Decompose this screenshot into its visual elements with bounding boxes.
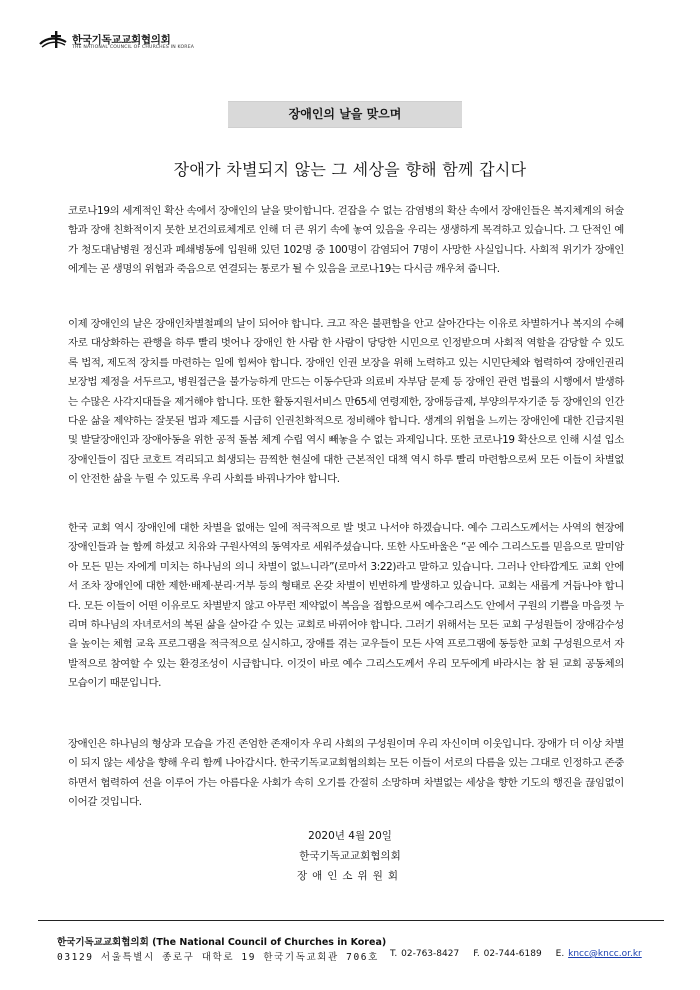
occasion-banner-text: 장애인의 날을 맞으며 (288, 107, 402, 121)
footer-email-label: E. (555, 949, 565, 959)
signoff-date: 2020년 4월 20일 (308, 830, 392, 842)
paragraph-2: 이제 장애인의 날은 장애인차별철폐의 날이 되어야 합니다. 크고 작은 불편함을 안고 살아간다는 이유로 차별하거나 복지의 수혜자로 대상화하는 관행을 하루 빨리 벗어나 장애인 한 사람 한 사람이 당당한 시민으로 인정받으며 사회적 역할을 감당할 수 있도록 법적, 제도적 장치를 마련하는 일에 힘써야 합니다. 장애인 인권 보장을 위해 노력하고 있는 시민단체와 협력하여 장애인권리보장법 제정을 서두르고, 병원접근을 불가능하게 만드는 이동수단과 의료비 자부담 문제 등 장애인 관련 법률의 시행에서 발생하는 수많은 사각지대들을 제거해야 합니다. 또한 활동지원서비스 만65세 연령제한, 장애등급제, 부양의무자기준 등 장애인의 인간다운 삶을 제약하는 잘못된 법과 제도를 시급히 인권친화적으로 정비해야 합니다. 생계의 위협을 느끼는 장애인에 대한 긴급지원 및 발달장애인과 장애아동을 위한 공적 돌봄 체계 수립 역시 빼놓을 수 없는 과제입니다. 또한 코로나19 확산으로 인해 시설 입소 장애인들이 집단 코호트 격리되고 희생되는 끔찍한 현실에 대한 근본적인 대책 역시 하루 빨리 마련함으로써 모든 이들이 차별없이 안전한 삶을 누릴 수 있도록 우리 사회를 바꿔나가야 합니다. (68, 318, 624, 486)
paragraph-1: 코로나19의 세계적인 확산 속에서 장애인의 날을 맞이합니다. 걷잡을 수 없는 감염병의 확산 속에서 장애인들은 복지체계의 허술함과 장애 친화적이지 못한 보건의료체계로 인해 더 큰 위기 속에 놓여 있음을 우리는 생생하게 목격하고 있습니다. 그 단적인 예가 청도대남병원 정신과 폐쇄병동에 입원해 있던 102명 중 100명이 감염되어 7명이 사망한 사실입니다. 사회적 위기가 장애인에게는 곧 생명의 위협과 죽음으로 연결되는 통로가 될 수 있음을 코로나19는 다시금 깨우쳐 줍니다. (68, 205, 624, 276)
signoff-committee: 장애인소위원회 (296, 870, 403, 882)
footer-tel: T. 02-763-8427 (390, 949, 460, 959)
header-logo (38, 28, 238, 54)
footer-divider (38, 920, 664, 921)
footer-address: 03129 서울특별시 종로구 대학로 19 한국기독교회관 706호 (57, 952, 379, 963)
footer-fax: F. 02-744-6189 (473, 949, 542, 959)
logo-org-name-en: THE NATIONAL COUNCIL OF CHURCHES IN KOREA (72, 45, 195, 50)
footer-contact (390, 949, 642, 959)
logo-org-name-kr: 한국기독교교회협의회 (72, 34, 171, 46)
paragraph-3: 한국 교회 역시 장애인에 대한 차별을 없애는 일에 적극적으로 발 벗고 나서야 하겠습니다. 예수 그리스도께서는 사역의 현장에 장애인들과 늘 함께 하셨고 치유와 구원사역의 동역자로 세워주셨습니다. 또한 사도바울은 “곧 예수 그리스도를 믿음으로 말미암아 모든 믿는 자에게 미치는 하나님의 의니 차별이 없느니라”(로마서 3:22)라고 말하고 있습니다. 그러나 안타깝게도 교회 안에서 조차 장애인에 대한 제한·배제·분리·거부 등의 형태로 온갖 차별이 빈번하게 발생하고 있습니다. 교회는 새롭게 거듭나야 합니다. 모든 이들이 어떤 이유로도 차별받지 않고 아무런 제약없이 복음을 접함으로써 예수그리스도 안에서 구원의 기쁨을 마음껏 누리며 하나님의 자녀로서의 복된 삶을 살아갈 수 있는 교회로 바뀌어야 합니다. 그러기 위해서는 모든 교회 구성원들이 장애감수성을 높이는 체험 교육 프로그램을 적극적으로 실시하고, 장애를 겪는 교우들이 모든 사역 프로그램에 동등한 교회 구성원으로서 자발적으로 참여할 수 있는 환경조성이 시급합니다. 이것이 바로 예수 그리스도께서 우리 모두에게 바라시는 참 된 교회 공동체의 모습이기 때문입니다. (68, 522, 624, 690)
footer-email-link[interactable]: kncc@kncc.or.kr (568, 949, 642, 959)
paragraph-4: 장애인은 하나님의 형상과 모습을 가진 존엄한 존재이자 우리 사회의 구성원이며 우리 자신이며 이웃입니다. 장애가 더 이상 차별이 되지 않는 세상을 향해 우리 함께 나아갑시다. 한국기독교교회협의회는 모든 이들이 서로의 다름을 있는 그대로 인정하고 존중하면서 협력하여 선을 이루어 가는 아름다운 사회가 속히 오기를 간절히 소망하며 차별없는 세상을 향한 기도의 행진을 끊임없이 이어갈 것입니다. (68, 738, 624, 809)
statement-title: 장애가 차별되지 않는 그 세상을 향해 함께 갑시다 (173, 160, 527, 179)
cross-logo-icon (38, 30, 68, 50)
footer-org-name: 한국기독교교회협의회 (The National Council of Churches in Korea) (57, 937, 387, 948)
signoff-org: 한국기독교교회협의회 (299, 850, 401, 862)
occasion-banner (228, 101, 462, 128)
